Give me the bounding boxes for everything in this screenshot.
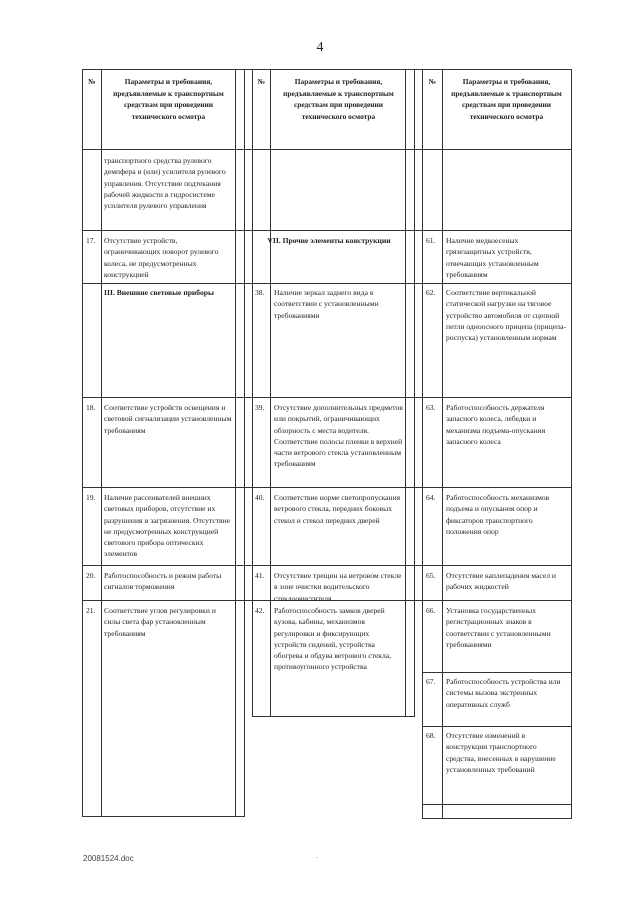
row17-text: Отсутствие устройств, ограничивающих поворот рулевого колеса, не предусмотренных конструкцией bbox=[104, 236, 219, 279]
row18-number: 18. bbox=[86, 403, 96, 412]
row41-text: Отсутствие трещин на ветровом стекле в зоне очистки водительского стеклоочистителя bbox=[274, 571, 402, 603]
col3-num-header: № bbox=[428, 77, 437, 86]
row21-number: 21. bbox=[86, 606, 96, 615]
row21-text: Соответствие углов регулировки и силы света фар установленным требованиям bbox=[104, 606, 216, 638]
row20-number: 20. bbox=[86, 571, 96, 580]
col3-params-header: Параметры и требования, предъявляемые к транспортным средствам при проведении технического осмотра bbox=[451, 77, 562, 121]
row64-number: 64. bbox=[426, 493, 436, 502]
col1-params-header: Параметры и требования, предъявляемые к транспортным средствам при проведении технического осмотра bbox=[113, 77, 224, 121]
row18-text: Соответствие устройств освещения и световой сигнализации установленным требованиям bbox=[104, 403, 232, 435]
row40-number: 40. bbox=[255, 493, 265, 502]
col2-num-header: № bbox=[257, 77, 266, 86]
row61-number: 61. bbox=[426, 236, 436, 245]
row66-number: 66. bbox=[426, 606, 436, 615]
section-3-heading: III. Внешние световые приборы bbox=[104, 288, 214, 297]
row63-text: Работоспособность держателя запасного колеса, лебедки и механизма подъема-опускания запасного колеса bbox=[446, 403, 546, 446]
row20-text: Работоспособность и режим работы сигналов торможения bbox=[104, 571, 222, 592]
row42-number: 42. bbox=[255, 606, 265, 615]
row38-number: 38. bbox=[255, 288, 265, 297]
row66-text: Установка государственных регистрационных знаков в соответствии с установленными требованиями bbox=[446, 606, 551, 649]
row63-number: 63. bbox=[426, 403, 436, 412]
row19-text: Наличие рассеивателей внешних световых приборов, отсутствие их разрушения и загрязнения. Отсутствие не предусмотренных конструкцией светового прибора оптических элементов bbox=[104, 493, 231, 559]
row19-number: 19. bbox=[86, 493, 96, 502]
row62-text: Соответствие вертикальной статической нагрузки на тяговое устройство автомобиля от сцепной петли одноосного прицепа (прицепа-роспуска) установленным нормам bbox=[446, 288, 566, 343]
row41-number: 41. bbox=[255, 571, 265, 580]
row38-text: Наличие зеркал заднего вида в соответствии с установленными требованиями bbox=[274, 288, 379, 320]
footer-mark: . bbox=[316, 852, 318, 860]
page-number: 4 bbox=[316, 40, 324, 55]
row68-text: Отсутствие изменений в конструкции транспортного средства, внесенных в нарушение установленных требований bbox=[446, 731, 556, 774]
row67-text: Работоспособность устройства или системы вызова экстренных оперативных служб bbox=[446, 677, 561, 709]
col2-params-header: Параметры и требования, предъявляемые к транспортным средствам при проведении технического осмотра bbox=[283, 77, 394, 121]
section-7-heading: VII. Прочие элементы конструкции bbox=[267, 236, 391, 245]
row64-text: Работоспособность механизмов подъема и опускания опор и фиксаторов транспортного положения опор bbox=[446, 493, 550, 536]
row40-text: Соответствие норме светопропускания ветрового стекла, передних боковых стекол и стекол передних дверей bbox=[274, 493, 401, 525]
footer-document-name: 20081524.doc bbox=[83, 854, 134, 863]
row62-number: 62. bbox=[426, 288, 436, 297]
col1-num-header: № bbox=[88, 77, 96, 86]
row42-text: Работоспособность замков дверей кузова, кабины, механизмов регулировки и фиксирующих устройств сидений, устройства обогрева и обдува ветрового стекла, противоугонного устройства bbox=[274, 606, 392, 672]
row65-text: Отсутствие каплепадения масел и рабочих жидкостей bbox=[446, 571, 556, 592]
row39-text: Отсутствие дополнительных предметов или покрытий, ограничивающих обзорность с места водителя. Соответствие полосы пленки в верхней части ветрового стекла установленным требованиям bbox=[274, 403, 403, 469]
row16-continuation-text: транспортного средства рулевого демпфера и (или) усилителя рулевого управления. Отсутствие подтекания рабочей жидкости в гидросистеме усилителя рулевого управления bbox=[104, 156, 226, 211]
row67-number: 67. bbox=[426, 677, 436, 686]
row17-number: 17. bbox=[86, 236, 96, 245]
row65-number: 65. bbox=[426, 571, 436, 580]
row68-number: 68. bbox=[426, 731, 436, 740]
row39-number: 39. bbox=[255, 403, 265, 412]
row61-text: Наличие медкоесеных грязезащитных устройств, отвечающих установленным требованиям bbox=[446, 236, 539, 279]
